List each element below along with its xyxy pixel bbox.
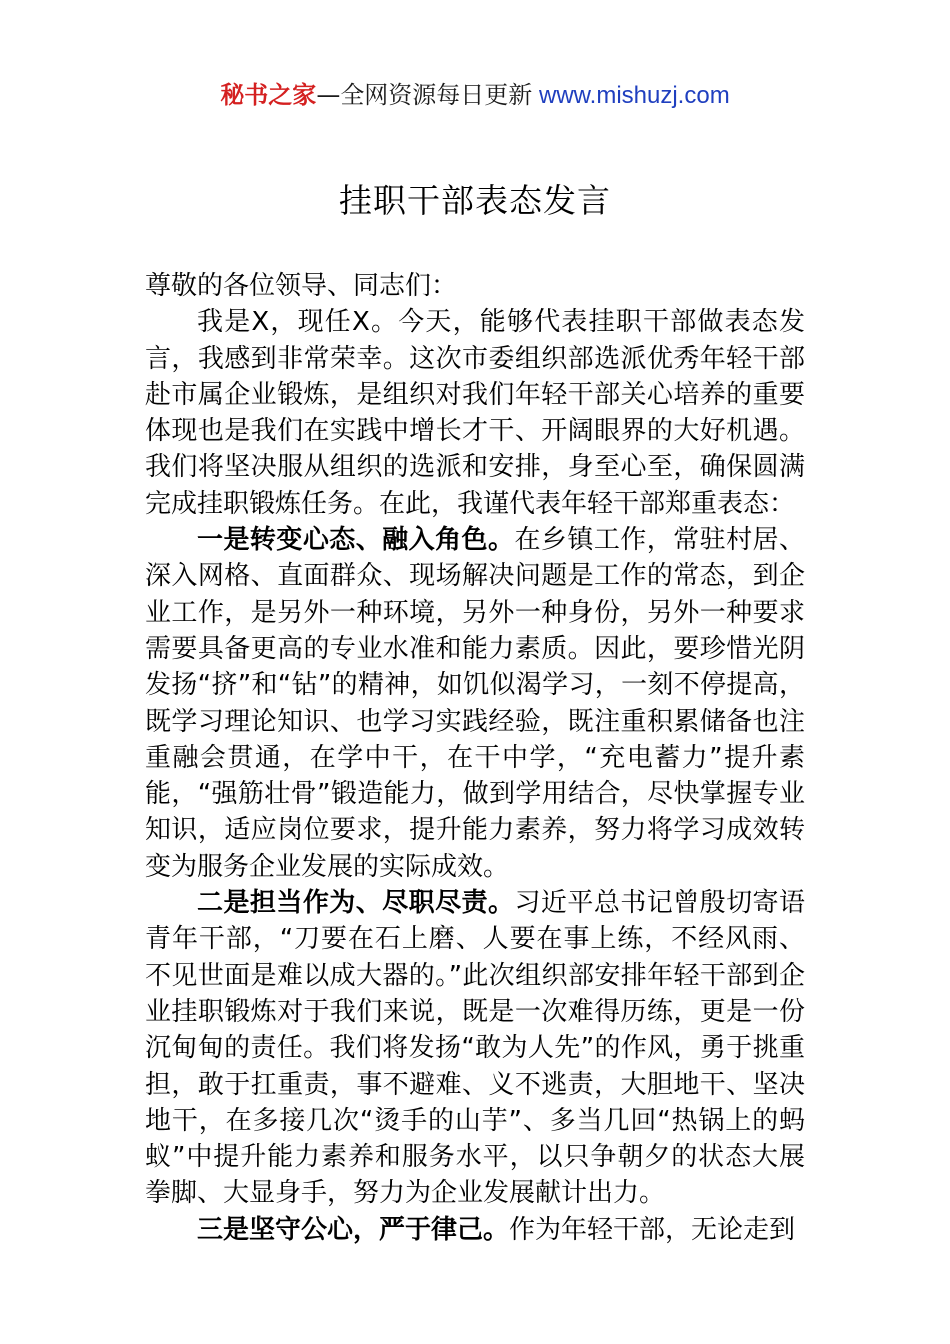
paragraph-text: 习近平总书记曾殷切寄语青年干部，“刀要在石上磨、人要在事上练，不经风雨、不见世面是难以成大器的。”此次组织部安排年轻干部到企业挂职锻炼对于我们来说，既是一次难得历练，更是一份沉甸甸的责任。我们将发扬“敢为人先”的作风，勇于挑重担，敢于扛重责，事不避难、义不逃责，大胆地干、坚决地干，在多接几次“烫手的山芋”、多当几回“热锅上的蚂蚁”中提升能力素养和服务水平，以只争朝夕的状态大展拳脚、大显身手，努力为企业发展献计出力。 [145,888,805,1209]
paragraph-text: 在乡镇工作，常驻村居、深入网格、直面群众、现场解决问题是工作的常态，到企业工作，是另外一种环境，另外一种身份，另外一种要求需要具备更高的专业水准和能力素质。因此，要珍惜光阴发扬“挤”和“钻”的精神，如饥似渴学习，一刻不停提高，既学习理论知识、也学习实践经验，既注重积累储备也注重融会贯通，在学中干，在干中学，“充电蓄力”提升素能，“强筋壮骨”锻造能力，做到学用结合，尽快掌握专业知识，适应岗位要求，提升能力素养，努力将学习成效转变为服务企业发展的实际成效。 [145,525,805,882]
salutation: 尊敬的各位领导、同志们： [145,271,458,301]
site-link[interactable]: www.mishuzj.com [532,82,730,109]
paragraph-point-two [145,885,805,1212]
paragraph-text: 作为年轻干部，无论走到 [509,1214,796,1245]
paragraph-text: 我是X，现任X。今天，能够代表挂职干部做表态发言，我感到非常荣幸。这次市委组织部选派优秀年轻干部赴市属企业锻炼，是组织对我们年轻干部关心培养的重要体现也是我们在实践中增长才干、开阔眼界的大好机遇。我们将坚决服从组织的选派和安排，身至心至，确保圆满完成挂职锻炼任务。在此，我谨代表年轻干部郑重表态： [145,307,805,519]
paragraph-point-one [145,522,805,885]
document-body [145,268,805,1248]
paragraph-heading: 二是担当作为、尽职尽责。 [197,888,515,919]
brand-name: 秘书之家 [220,81,317,109]
header-slogan: —全网资源每日更新 [316,81,533,109]
site-header [0,78,950,113]
document-title: 挂职干部表态发言 [339,181,611,220]
paragraph-heading: 三是坚守公心，严于律己。 [197,1214,510,1245]
paragraph-intro [145,304,805,522]
paragraph-heading: 一是转变心态、融入角色。 [197,525,515,556]
paragraph-point-three [145,1212,805,1248]
